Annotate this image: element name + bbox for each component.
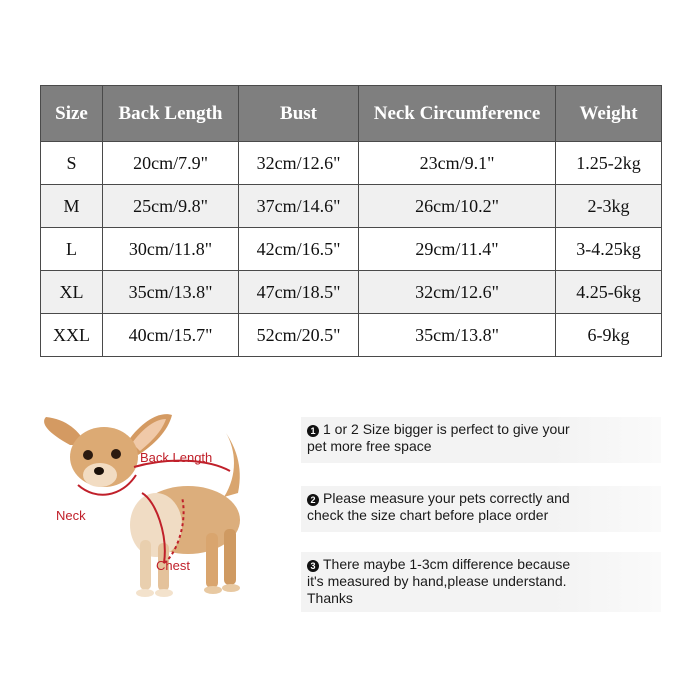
cell-size: L (41, 228, 103, 271)
cell-weight: 3-4.25kg (556, 228, 662, 271)
note-1 (301, 417, 661, 463)
note-text-line: There maybe 1-3cm difference because (323, 556, 571, 572)
dog-nose (94, 467, 104, 475)
cell-bust: 47cm/18.5" (239, 271, 359, 314)
cell-bust: 37cm/14.6" (239, 185, 359, 228)
cell-back-length: 20cm/7.9" (103, 142, 239, 185)
table-row (41, 185, 662, 228)
cell-size: S (41, 142, 103, 185)
note-text-line: check the size chart before place order (307, 507, 549, 523)
header-weight: Weight (556, 86, 662, 142)
cell-size: XL (41, 271, 103, 314)
cell-size: M (41, 185, 103, 228)
table-row (41, 142, 662, 185)
note-text-line: Thanks (307, 590, 353, 606)
size-chart-table (40, 85, 662, 357)
dog-tail (224, 433, 240, 497)
dog-paw (155, 589, 173, 597)
note-text-line: pet more free space (307, 438, 432, 454)
cell-bust: 52cm/20.5" (239, 314, 359, 357)
header-size: Size (41, 86, 103, 142)
note-number-badge: 3 (307, 560, 319, 572)
note-text-line: it's measured by hand,please understand. (307, 573, 567, 589)
cell-neck: 26cm/10.2" (359, 185, 556, 228)
cell-bust: 42cm/16.5" (239, 228, 359, 271)
cell-weight: 6-9kg (556, 314, 662, 357)
dog-hind-leg-right (224, 529, 236, 585)
note-number-badge: 1 (307, 425, 319, 437)
header-back-length: Back Length (103, 86, 239, 142)
dog-front-leg-left (140, 540, 151, 590)
dog-paw (204, 586, 222, 594)
note-number-badge: 2 (307, 494, 319, 506)
note-2 (301, 486, 661, 532)
cell-back-length: 35cm/13.8" (103, 271, 239, 314)
dog-eye-right (111, 449, 121, 459)
header-bust: Bust (239, 86, 359, 142)
dog-paw (136, 589, 154, 597)
cell-weight: 2-3kg (556, 185, 662, 228)
back-length-label: Back Length (140, 450, 213, 465)
neck-label: Neck (56, 508, 86, 523)
note-3 (301, 552, 661, 612)
dog-chest (130, 493, 182, 557)
cell-neck: 29cm/11.4" (359, 228, 556, 271)
table-row (41, 314, 662, 357)
cell-size: XXL (41, 314, 103, 357)
cell-back-length: 40cm/15.7" (103, 314, 239, 357)
note-text-line: 1 or 2 Size bigger is perfect to give your (323, 421, 570, 437)
table-row (41, 271, 662, 314)
dog-hind-leg-left (206, 533, 218, 588)
dog-paw (222, 584, 240, 592)
dog-picture (38, 405, 278, 605)
cell-neck: 32cm/12.6" (359, 271, 556, 314)
dog-muzzle (83, 463, 117, 487)
cell-bust: 32cm/12.6" (239, 142, 359, 185)
dog-measurement-illustration (38, 405, 278, 605)
cell-back-length: 30cm/11.8" (103, 228, 239, 271)
cell-neck: 35cm/13.8" (359, 314, 556, 357)
note-text-line: Please measure your pets correctly and (323, 490, 570, 506)
cell-weight: 4.25-6kg (556, 271, 662, 314)
table-row (41, 228, 662, 271)
chest-label: Chest (156, 558, 190, 573)
table-header-row (41, 86, 662, 142)
dog-eye-left (83, 450, 93, 460)
cell-weight: 1.25-2kg (556, 142, 662, 185)
cell-back-length: 25cm/9.8" (103, 185, 239, 228)
cell-neck: 23cm/9.1" (359, 142, 556, 185)
header-neck-circumference: Neck Circumference (359, 86, 556, 142)
